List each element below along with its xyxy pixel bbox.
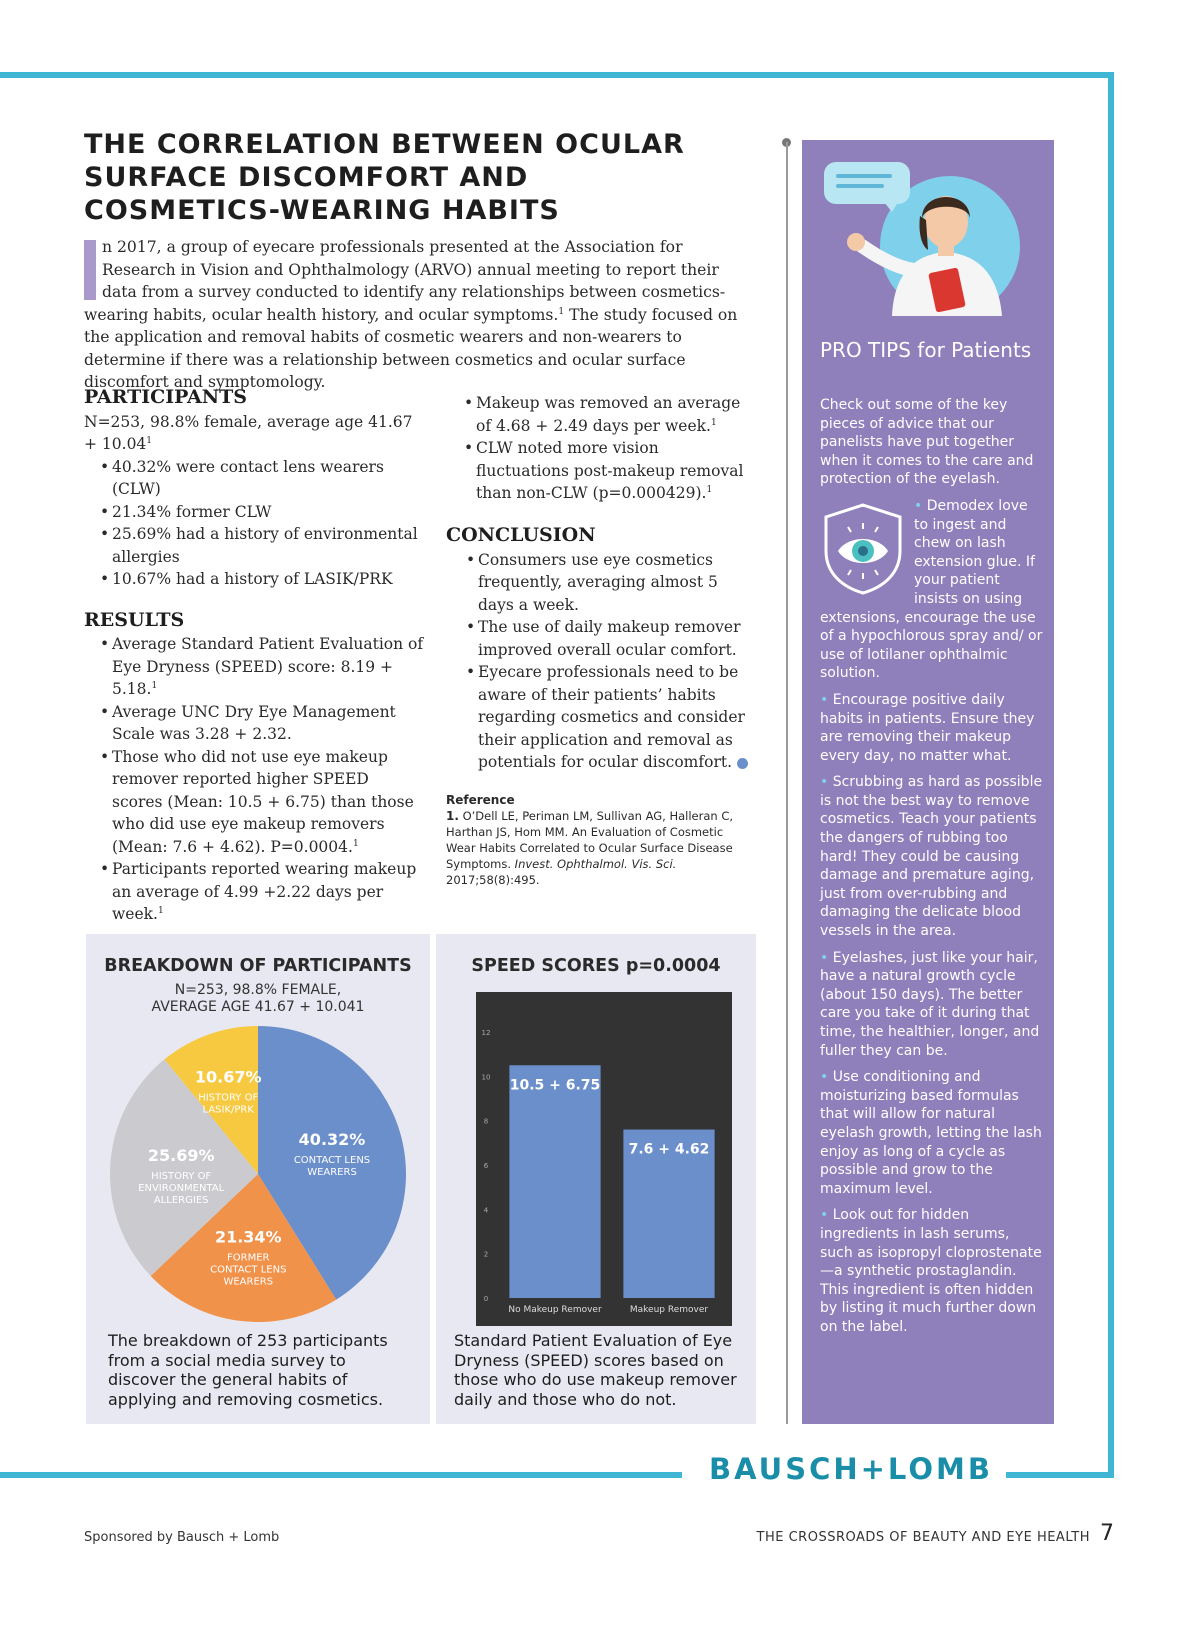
frame-top-border xyxy=(0,72,1114,78)
bullet-icon: • xyxy=(820,691,833,708)
pie-chart-caption: The breakdown of 253 participants from a social media survey to discover the general habits of applying and removing cosmetics. xyxy=(108,1331,388,1409)
tip-item xyxy=(820,1206,1044,1336)
y-tick-label: 0 xyxy=(483,1295,489,1303)
sidebar-body xyxy=(820,396,1044,1345)
participants-summary xyxy=(84,411,424,456)
list-item xyxy=(464,392,754,437)
y-tick-label: 6 xyxy=(483,1162,489,1170)
pie-slice-label: LASIK/PRK xyxy=(202,1104,254,1116)
tip-text: Eyelashes, just like your hair, have a natural growth cycle (about 150 days). The better care you take of it during that time, the healthier, longer, and fuller they can be. xyxy=(820,949,1040,1059)
pie-slice-label: FORMER xyxy=(227,1252,270,1264)
pie-slice-percent: 21.34% xyxy=(214,1227,282,1247)
reference-block xyxy=(446,792,746,888)
result-text: Those who did not use eye makeup remover reported higher SPEED scores (Mean: 10.5 + 6.75) than those who did use eye makeup removers (Mean: 7.6 + 4.62). P=0.0004. xyxy=(112,747,414,856)
result-sup: 1 xyxy=(710,417,717,428)
intro-sup: 1 xyxy=(558,306,565,317)
x-category-label: No Makeup Remover xyxy=(508,1305,602,1315)
article-title: THE CORRELATION BETWEEN OCULAR SURFACE DISCOMFORT AND COSMETICS-WEARING HABITS xyxy=(84,129,685,226)
bullet-icon: • xyxy=(820,949,833,966)
pie-slice-label: WEARERS xyxy=(307,1166,357,1178)
list-item: • 40.32% were contact lens wearers (CLW) xyxy=(100,456,424,501)
reference-journal: Invest. Ophthalmol. Vis. Sci. xyxy=(514,857,677,871)
bar-value-label: 10.5 + 6.75 xyxy=(509,1077,601,1094)
list-item xyxy=(100,633,424,701)
sidebar-intro: Check out some of the key pieces of advice that our panelists have put together when it comes to the care and protection of the eyelash. xyxy=(820,397,1034,488)
bar-chart xyxy=(476,992,732,1332)
participants-heading: PARTICIPANTS xyxy=(84,386,248,408)
participants-sup: 1 xyxy=(146,435,153,446)
pie-slice-label: ALLERGIES xyxy=(153,1195,209,1207)
pie-chart-panel xyxy=(86,934,430,1424)
list-item: • The use of daily makeup remover improved overall ocular comfort. xyxy=(466,616,756,661)
tip-item xyxy=(820,691,1044,765)
tip-text: Use conditioning and moisturizing based formulas that will allow for natural eyelash growth, letting the lash enjoy as long of a cycle as possible and grow to the maximum level. xyxy=(820,1069,1042,1197)
pie-chart-title: BREAKDOWN OF PARTICIPANTS xyxy=(104,956,412,976)
reference-text: O’Dell LE, Periman LM, Sullivan AG, Halleran C, Harthan JS, Hom MM. An Evaluation of Cosmetic Wear Habits Correlated to Ocular Surface Disease Symptoms. xyxy=(446,809,734,871)
list-item: • 25.69% had a history of environmental allergies xyxy=(100,523,424,568)
result-sup: 1 xyxy=(352,838,359,849)
column-divider xyxy=(786,142,788,1424)
conclusion-list xyxy=(466,549,756,774)
pie-slice-label: CONTACT LENS xyxy=(210,1264,287,1276)
pie-slice-percent: 10.67% xyxy=(194,1067,262,1087)
middle-column xyxy=(464,392,754,505)
sidebar-title: PRO TIPS for Patients xyxy=(820,338,1032,362)
y-tick-label: 10 xyxy=(481,1073,491,1082)
list-item xyxy=(100,858,424,926)
tip-text: Encourage positive daily habits in patients. Ensure they are removing their makeup every day, no matter what. xyxy=(820,691,1035,764)
results-continued-list xyxy=(464,392,754,505)
tip-text: Scrubbing as hard as possible is not the best way to remove cosmetics. Teach your patients the dangers of rubbing too hard! They could be causing damage and premature aging, just from over-rubbing and damaging the delicate blood vessels in the area. xyxy=(820,774,1043,940)
pie-slice-label: HISTORY OF xyxy=(151,1171,212,1183)
result-text: CLW noted more vision fluctuations post-makeup removal than non-CLW (p=0.000429). xyxy=(476,439,744,502)
pie-subtitle-line: N=253, 98.8% FEMALE, xyxy=(174,982,342,998)
bar-chart-title: SPEED SCORES p=0.0004 xyxy=(471,956,721,976)
result-text: Participants reported wearing makeup an average of 4.99 +2.22 days per week. xyxy=(112,860,417,923)
drop-cap-bar xyxy=(84,240,96,300)
frame-bottom-border-right xyxy=(1006,1472,1114,1478)
intro-paragraph xyxy=(84,236,752,394)
reference-heading: Reference xyxy=(446,793,515,807)
list-item: • Consumers use eye cosmetics frequently, averaging almost 5 days a week. xyxy=(466,549,756,617)
result-sup: 1 xyxy=(706,484,713,495)
doctor-illustration xyxy=(822,150,1022,320)
bausch-lomb-logo: BAUSCH+LOMB xyxy=(708,1452,993,1486)
bar-chart-panel xyxy=(436,934,756,1424)
conclusion-heading: CONCLUSION xyxy=(446,524,596,546)
participants-summary-text: N=253, 98.8% female, average age 41.67 + 10.04 xyxy=(84,412,413,453)
results-list xyxy=(100,633,424,926)
bar xyxy=(509,1065,600,1298)
tip-text: Demodex love to ingest and chew on lash extension glue. If your patient insists on using extensions, encourage the use of a hypochlorous spray and/ or use of lotilaner ophthalmic solution. xyxy=(820,497,1043,682)
participants-list xyxy=(100,456,424,591)
y-tick-label: 12 xyxy=(481,1029,491,1037)
pie-subtitle-line: AVERAGE AGE 41.67 + 10.041 xyxy=(151,999,365,1015)
y-tick-label: 4 xyxy=(483,1206,489,1215)
bullet-icon: • xyxy=(914,497,927,514)
intro-text-a: n 2017, a group of eyecare professionals presented at the Association for Research in Vision and Ophthalmology (ARVO) annual meeting to report their data from a survey conducted to identify any relationships between cosmetics-wearing habits, ocular health history, and ocular symptoms. xyxy=(84,238,726,324)
list-item xyxy=(100,701,424,746)
tip-text: Look out for hidden ingredients in lash serums, such as isopropyl cloprostenate—a synthetic prostaglandin. This ingredient is often hidden by listing it much further down on the label. xyxy=(820,1207,1042,1335)
end-mark-icon xyxy=(737,758,748,769)
result-text: Average UNC Dry Eye Management Scale was 3.28 + 2.32. xyxy=(112,702,396,743)
publication-footer: THE CROSSROADS OF BEAUTY AND EYE HEALTH xyxy=(756,1530,1090,1545)
list-item: • 21.34% former CLW xyxy=(100,501,424,524)
intro-text-b: The study focused on the application and removal habits of cosmetic wearers and non-wearers to determine if there was a relationship between cosmetics and ocular surface discomfort and symptomology. xyxy=(84,305,738,391)
bar-value-label: 7.6 + 4.62 xyxy=(628,1141,710,1158)
y-tick-label: 8 xyxy=(483,1117,489,1126)
pie-slice-label: CONTACT LENS xyxy=(293,1154,371,1166)
tip-item xyxy=(820,1068,1044,1198)
pie-slice-label: ENVIRONMENTAL xyxy=(138,1183,225,1195)
pie-chart xyxy=(86,1024,430,1324)
result-text: Average Standard Patient Evaluation of Eye Dryness (SPEED) score: 8.19 + 5.18. xyxy=(112,635,424,698)
tip-item xyxy=(820,949,1044,1061)
reference-citation: 2017;58(8):495. xyxy=(446,873,540,887)
sponsor-footer: Sponsored by Bausch + Lomb xyxy=(84,1530,280,1545)
result-sup: 1 xyxy=(151,680,158,691)
bullet-icon: • xyxy=(820,1069,833,1086)
eye-shield-icon xyxy=(820,501,906,597)
y-tick-label: 2 xyxy=(483,1250,489,1259)
frame-bottom-border-left xyxy=(0,1472,682,1478)
reference-number: 1. xyxy=(446,809,459,823)
tip-item xyxy=(820,773,1044,940)
list-item: • 10.67% had a history of LASIK/PRK xyxy=(100,568,424,591)
pro-tips-sidebar xyxy=(802,140,1054,1424)
conclusion-column xyxy=(446,524,756,774)
pie-slice-percent: 40.32% xyxy=(298,1129,366,1149)
list-item xyxy=(100,746,424,859)
page-number: 7 xyxy=(1100,1521,1114,1546)
x-category-label: Makeup Remover xyxy=(629,1305,709,1315)
bullet-icon: • xyxy=(820,774,833,791)
result-sup: 1 xyxy=(157,905,164,916)
pie-slice-label: HISTORY OF xyxy=(198,1092,259,1104)
pie-slice-label: WEARERS xyxy=(223,1276,274,1288)
frame-right-border xyxy=(1108,72,1114,1478)
pie-slice-percent: 25.69% xyxy=(147,1146,215,1166)
list-item xyxy=(464,437,754,505)
bullet-icon: • xyxy=(820,1207,833,1224)
left-column xyxy=(84,386,424,926)
bar-chart-caption: Standard Patient Evaluation of Eye Dryness (SPEED) scores based on those who do use makeup remover daily and those who do not. xyxy=(454,1331,737,1409)
pie-chart-subtitle xyxy=(86,982,430,1016)
result-text: Makeup was removed an average of 4.68 + 2.49 days per week. xyxy=(476,394,741,435)
results-heading: RESULTS xyxy=(84,608,185,631)
conclusion-text: Eyecare professionals need to be aware of their patients’ habits regarding cosmetics and consider their application and removal as potentials for ocular discomfort. xyxy=(478,663,745,771)
list-item xyxy=(466,661,756,774)
